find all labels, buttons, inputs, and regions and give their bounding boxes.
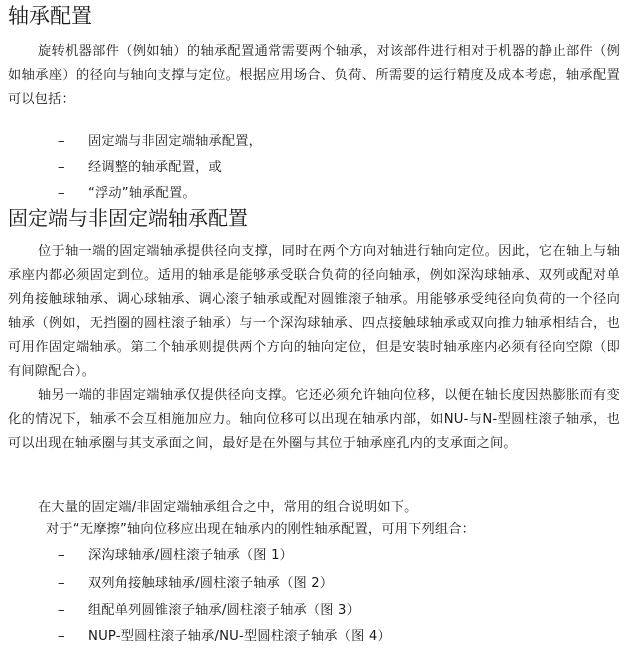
list-dash: – [58, 603, 65, 618]
list-dash: – [58, 548, 65, 563]
section-paragraph-2: 轴另一端的非固定端轴承仅提供径向支撑。它还必须允许轴向位移，以便在轴长度因热膨胀而有变化的情况下，轴承不会互相施加应力。轴向位移可以出现在轴承内部，如NU-与N-型圆柱滚子轴承，也可以出现在轴承圈与其支承面之间，最好是在外圈与其位于轴承座孔内的支承面之间。 [8, 388, 620, 451]
list-dash: – [58, 134, 65, 149]
list-dash: – [58, 629, 65, 644]
list-item: 固定端与非固定端轴承配置， [88, 134, 263, 149]
page-title: 轴承配置 [8, 4, 92, 28]
list-item: 双列角接触球轴承/圆柱滚子轴承（图 2） [88, 576, 334, 591]
combination-intro-line: 在大量的固定端/非固定端轴承组合之中，常用的组合说明如下。 [38, 500, 418, 515]
list-item: 经调整的轴承配置，或 [88, 160, 222, 175]
list-dash: – [58, 186, 65, 201]
rigid-arrangement-line: 对于“无摩擦”轴向位移应出现在轴承内的刚性轴承配置，可用下列组合： [46, 522, 476, 537]
list-item: 组配单列圆锥滚子轴承/圆柱滚子轴承（图 3） [88, 603, 360, 618]
section-heading: 固定端与非固定端轴承配置 [8, 206, 248, 230]
list-item: 深沟球轴承/圆柱滚子轴承（图 1） [88, 548, 294, 563]
list-item: NUP-型圆柱滚子轴承/NU-型圆柱滚子轴承（图 4） [88, 629, 391, 644]
list-dash: – [58, 576, 65, 591]
list-item: “浮动”轴承配置。 [88, 186, 196, 201]
list-dash: – [58, 160, 65, 175]
intro-paragraph: 旋转机器部件（例如轴）的轴承配置通常需要两个轴承，对该部件进行相对于机器的静止部件（例如轴承座）的径向与轴向支撑与定位。根据应用场合、负荷、所需要的运行精度及成本考虑，轴承配置可以包括： [8, 44, 620, 107]
section-paragraph-1: 位于轴一端的固定端轴承提供径向支撑，同时在两个方向对轴进行轴向定位。因此，它在轴上与轴承座内都必须固定到位。适用的轴承是能够承受联合负荷的径向轴承，例如深沟球轴承、双列或配对单列角接触球轴承、调心球轴承、调心滚子轴承或配对圆锥滚子轴承。用能够承受纯径向负荷的一个径向轴承（例如，无挡圈的圆柱滚子轴承）与一个深沟球轴承、四点接触球轴承或双向推力轴承相结合，也可用作固定端轴承。第二个轴承则提供两个方向的轴向定位，但是安装时轴承座内必须有径向空隙（即有间隙配合）。 [8, 244, 620, 379]
